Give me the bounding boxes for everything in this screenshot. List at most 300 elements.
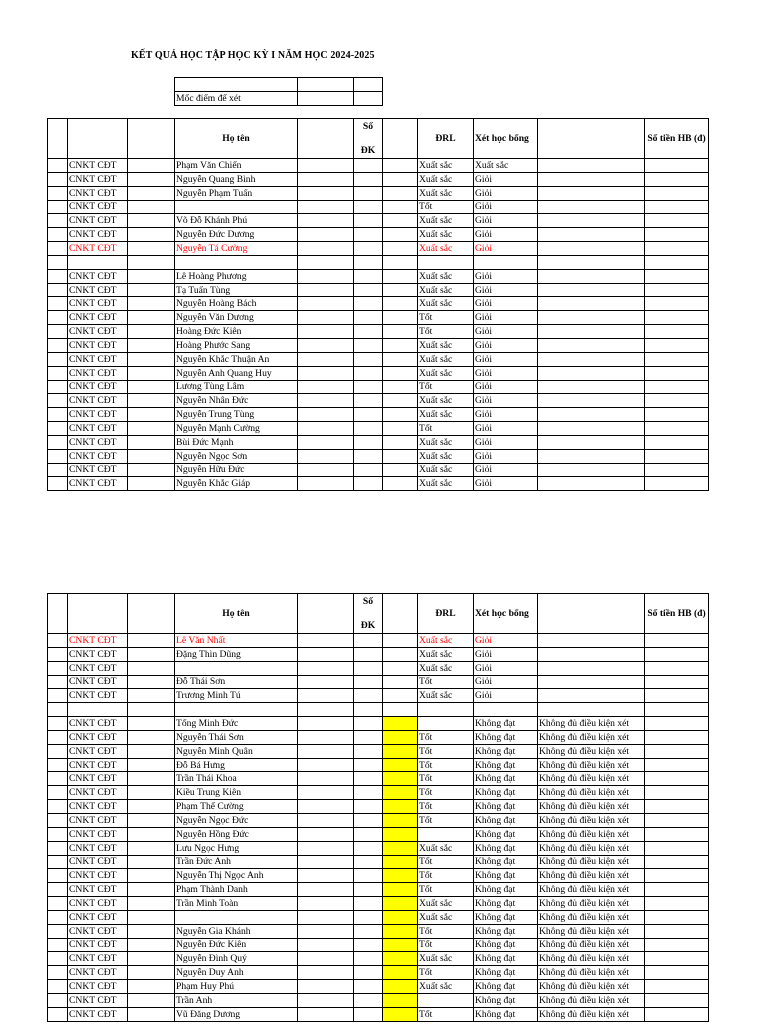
cell-ghi-chu xyxy=(538,242,645,256)
cell-ho-ten: Trương Minh Tú xyxy=(175,689,298,703)
cell-ghi-chu: Không đủ điều kiện xét xyxy=(538,883,645,897)
cell-blank xyxy=(128,910,175,924)
cell-so-tien-hb xyxy=(645,717,709,731)
cell-so-dk xyxy=(354,924,383,938)
cell-so-dk xyxy=(354,463,383,477)
cell-ghi-chu xyxy=(538,689,645,703)
cell-drl: Xuất sắc xyxy=(418,352,474,366)
cell-blank xyxy=(298,325,354,339)
cell-ho-ten: Nguyễn Hữu Đức xyxy=(175,463,298,477)
cell-blank xyxy=(128,717,175,731)
cell-blank xyxy=(128,228,175,242)
cell-xet-hoc-bong: Giỏi xyxy=(474,297,538,311)
cell-ho-ten: Hoàng Phước Sang xyxy=(175,338,298,352)
cell-highlight xyxy=(383,938,418,952)
cell-khoa: CNKT CĐT xyxy=(68,352,128,366)
cell-khoa: CNKT CĐT xyxy=(68,827,128,841)
cell-ho-ten: Tạ Tuấn Tùng xyxy=(175,283,298,297)
cell-blank xyxy=(298,938,354,952)
cell-so-dk xyxy=(354,744,383,758)
cell-drl: Tốt xyxy=(418,200,474,214)
cell-blank xyxy=(128,159,175,173)
cell-blank xyxy=(48,772,68,786)
table-row xyxy=(48,717,709,731)
cell-so-dk xyxy=(354,634,383,648)
cell-drl: Tốt xyxy=(418,800,474,814)
cell-blank xyxy=(128,938,175,952)
cell-khoa: CNKT CĐT xyxy=(68,730,128,744)
header-cell xyxy=(538,594,645,634)
cell-blank xyxy=(128,827,175,841)
cell-khoa: CNKT CĐT xyxy=(68,993,128,1007)
cell-xet-hoc-bong: Giỏi xyxy=(474,647,538,661)
cell-ho-ten: Nguyễn Trung Tùng xyxy=(175,408,298,422)
cell-ghi-chu xyxy=(538,366,645,380)
cell-blank xyxy=(128,297,175,311)
cell-blank xyxy=(128,689,175,703)
cell-ghi-chu xyxy=(538,634,645,648)
cell-highlight xyxy=(383,1007,418,1021)
cell-khoa: CNKT CĐT xyxy=(68,283,128,297)
table-row xyxy=(48,380,709,394)
cell-drl: Tốt xyxy=(418,772,474,786)
cell-highlight xyxy=(383,675,418,689)
cell-drl: Tốt xyxy=(418,869,474,883)
cell-khoa: CNKT CĐT xyxy=(68,938,128,952)
cell-blank xyxy=(298,242,354,256)
table-row xyxy=(48,449,709,463)
reference-label: Mốc điểm để xét xyxy=(175,92,298,106)
cell-ghi-chu: Không đủ điều kiện xét xyxy=(538,855,645,869)
cell-drl: Tốt xyxy=(418,786,474,800)
cell-xet-hoc-bong: Không đạt xyxy=(474,744,538,758)
cell-drl: Tốt xyxy=(418,730,474,744)
table-row xyxy=(48,910,709,924)
cell-drl: Xuất sắc xyxy=(418,647,474,661)
cell-ho-ten: Lê Hoàng Phương xyxy=(175,269,298,283)
cell-highlight xyxy=(383,159,418,173)
cell-so-dk xyxy=(354,159,383,173)
table-row xyxy=(48,952,709,966)
cell-so-tien-hb xyxy=(645,228,709,242)
cell-blank xyxy=(298,311,354,325)
cell-blank xyxy=(298,675,354,689)
cell-khoa: CNKT CĐT xyxy=(68,477,128,491)
cell-highlight xyxy=(383,952,418,966)
header-cell xyxy=(68,119,128,159)
cell-khoa: CNKT CĐT xyxy=(68,228,128,242)
cell-ghi-chu xyxy=(538,186,645,200)
cell-khoa: CNKT CĐT xyxy=(68,242,128,256)
cell-so-dk xyxy=(354,855,383,869)
cell-so-dk xyxy=(354,800,383,814)
cell-blank xyxy=(128,422,175,436)
cell-blank xyxy=(48,717,68,731)
cell-blank xyxy=(298,422,354,436)
cell-ho-ten: Kiều Trung Kiên xyxy=(175,786,298,800)
cell-highlight xyxy=(383,841,418,855)
cell-blank xyxy=(128,338,175,352)
cell-xet-hoc-bong: Giỏi xyxy=(474,422,538,436)
table-row xyxy=(48,730,709,744)
cell-ghi-chu xyxy=(538,228,645,242)
cell-ghi-chu xyxy=(538,311,645,325)
cell-xet-hoc-bong: Không đạt xyxy=(474,924,538,938)
table-row xyxy=(48,980,709,994)
cell-ho-ten: Nguyễn Quang Bình xyxy=(175,172,298,186)
cell-so-tien-hb xyxy=(645,338,709,352)
cell-xet-hoc-bong: Không đạt xyxy=(474,910,538,924)
cell-highlight xyxy=(383,897,418,911)
cell-so-dk xyxy=(354,408,383,422)
cell-highlight xyxy=(383,325,418,339)
cell-drl xyxy=(418,255,474,269)
cell-so-dk xyxy=(354,172,383,186)
cell-ho-ten: Nguyễn Anh Quang Huy xyxy=(175,366,298,380)
cell-xet-hoc-bong: Không đạt xyxy=(474,869,538,883)
cell-so-dk xyxy=(354,717,383,731)
cell-so-tien-hb xyxy=(645,1007,709,1021)
cell-blank xyxy=(298,408,354,422)
cell-highlight xyxy=(383,827,418,841)
cell-drl: Xuất sắc xyxy=(418,186,474,200)
cell-ho-ten: Đỗ Thái Sơn xyxy=(175,675,298,689)
cell-blank xyxy=(298,966,354,980)
cell-highlight xyxy=(383,730,418,744)
cell-xet-hoc-bong: Xuất sắc xyxy=(474,159,538,173)
cell-blank xyxy=(128,758,175,772)
cell-blank xyxy=(48,744,68,758)
table-row xyxy=(48,813,709,827)
reference-cell xyxy=(175,78,298,92)
cell-blank xyxy=(298,869,354,883)
cell-blank xyxy=(298,283,354,297)
cell-khoa: CNKT CĐT xyxy=(68,966,128,980)
cell-so-tien-hb xyxy=(645,966,709,980)
cell-so-tien-hb xyxy=(645,647,709,661)
cell-blank xyxy=(48,910,68,924)
cell-ghi-chu xyxy=(538,463,645,477)
cell-highlight xyxy=(383,352,418,366)
header-drl: ĐRL xyxy=(418,119,474,159)
cell-ghi-chu xyxy=(538,675,645,689)
cell-drl: Tốt xyxy=(418,966,474,980)
cell-khoa: CNKT CĐT xyxy=(68,172,128,186)
cell-ho-ten: Trần Minh Toàn xyxy=(175,897,298,911)
cell-ghi-chu xyxy=(538,449,645,463)
cell-so-dk xyxy=(354,380,383,394)
cell-highlight xyxy=(383,813,418,827)
cell-highlight xyxy=(383,435,418,449)
cell-xet-hoc-bong: Giỏi xyxy=(474,394,538,408)
table-row xyxy=(48,200,709,214)
cell-drl: Xuất sắc xyxy=(418,228,474,242)
cell-so-tien-hb xyxy=(645,172,709,186)
header-cell xyxy=(48,119,68,159)
cell-drl: Xuất sắc xyxy=(418,477,474,491)
cell-ghi-chu xyxy=(538,283,645,297)
cell-khoa: CNKT CĐT xyxy=(68,435,128,449)
cell-drl: Xuất sắc xyxy=(418,242,474,256)
results-table-bottom-body xyxy=(48,594,709,1022)
cell-ghi-chu: Không đủ điều kiện xét xyxy=(538,841,645,855)
cell-xet-hoc-bong: Giỏi xyxy=(474,186,538,200)
cell-blank xyxy=(48,242,68,256)
cell-blank xyxy=(298,269,354,283)
cell-highlight xyxy=(383,463,418,477)
cell-khoa: CNKT CĐT xyxy=(68,800,128,814)
cell-ho-ten: Nguyễn Thị Ngọc Anh xyxy=(175,869,298,883)
cell-ho-ten: Bùi Đức Mạnh xyxy=(175,435,298,449)
cell-xet-hoc-bong: Giỏi xyxy=(474,477,538,491)
cell-so-tien-hb xyxy=(645,214,709,228)
reference-row xyxy=(175,78,383,92)
cell-blank xyxy=(48,228,68,242)
cell-ghi-chu: Không đủ điều kiện xét xyxy=(538,910,645,924)
cell-xet-hoc-bong: Không đạt xyxy=(474,841,538,855)
table-row xyxy=(48,394,709,408)
cell-so-tien-hb xyxy=(645,786,709,800)
cell-blank xyxy=(48,869,68,883)
cell-khoa: CNKT CĐT xyxy=(68,269,128,283)
cell-drl: Xuất sắc xyxy=(418,394,474,408)
cell-so-tien-hb xyxy=(645,800,709,814)
cell-so-tien-hb xyxy=(645,269,709,283)
cell-blank xyxy=(298,703,354,717)
cell-blank xyxy=(48,297,68,311)
header-row xyxy=(48,594,709,634)
cell-so-dk xyxy=(354,952,383,966)
cell-ho-ten: Nguyễn Đức Dương xyxy=(175,228,298,242)
cell-blank xyxy=(298,449,354,463)
cell-so-dk xyxy=(354,269,383,283)
cell-blank xyxy=(128,269,175,283)
header-so-dk-line1: Số xyxy=(362,596,374,607)
cell-blank xyxy=(298,910,354,924)
table-row xyxy=(48,408,709,422)
cell-highlight xyxy=(383,269,418,283)
cell-blank xyxy=(48,477,68,491)
table-row xyxy=(48,647,709,661)
header-so-dk xyxy=(354,594,383,634)
cell-blank xyxy=(298,200,354,214)
cell-ho-ten xyxy=(175,703,298,717)
cell-ho-ten: Nguyễn Ngọc Đức xyxy=(175,813,298,827)
cell-highlight xyxy=(383,980,418,994)
cell-blank xyxy=(298,647,354,661)
cell-so-tien-hb xyxy=(645,883,709,897)
table-row xyxy=(48,311,709,325)
cell-blank xyxy=(128,352,175,366)
table-row xyxy=(48,634,709,648)
cell-highlight xyxy=(383,422,418,436)
cell-xet-hoc-bong xyxy=(474,703,538,717)
cell-ho-ten: Phạm Thế Cường xyxy=(175,800,298,814)
cell-drl: Xuất sắc xyxy=(418,689,474,703)
table-row xyxy=(48,338,709,352)
cell-blank xyxy=(298,297,354,311)
cell-khoa: CNKT CĐT xyxy=(68,924,128,938)
cell-so-dk xyxy=(354,813,383,827)
cell-drl: Xuất sắc xyxy=(418,214,474,228)
cell-highlight xyxy=(383,283,418,297)
cell-khoa: CNKT CĐT xyxy=(68,449,128,463)
cell-blank xyxy=(48,269,68,283)
cell-khoa: CNKT CĐT xyxy=(68,841,128,855)
reference-cell xyxy=(354,92,383,106)
cell-ho-ten: Trần Anh xyxy=(175,993,298,1007)
cell-blank xyxy=(298,1007,354,1021)
cell-blank xyxy=(48,200,68,214)
cell-so-tien-hb xyxy=(645,869,709,883)
cell-ghi-chu: Không đủ điều kiện xét xyxy=(538,1007,645,1021)
cell-blank xyxy=(298,366,354,380)
cell-ghi-chu: Không đủ điều kiện xét xyxy=(538,952,645,966)
cell-khoa: CNKT CĐT xyxy=(68,813,128,827)
cell-so-dk xyxy=(354,827,383,841)
cell-so-tien-hb xyxy=(645,242,709,256)
cell-blank xyxy=(48,422,68,436)
cell-xet-hoc-bong: Giỏi xyxy=(474,661,538,675)
cell-blank xyxy=(298,758,354,772)
cell-ghi-chu: Không đủ điều kiện xét xyxy=(538,924,645,938)
cell-blank xyxy=(48,730,68,744)
cell-xet-hoc-bong: Giỏi xyxy=(474,200,538,214)
cell-khoa: CNKT CĐT xyxy=(68,910,128,924)
cell-so-dk xyxy=(354,325,383,339)
cell-xet-hoc-bong: Giỏi xyxy=(474,269,538,283)
cell-so-dk xyxy=(354,422,383,436)
cell-ghi-chu: Không đủ điều kiện xét xyxy=(538,980,645,994)
cell-ho-ten: Lê Văn Nhất xyxy=(175,634,298,648)
cell-ho-ten: Nguyễn Khắc Giáp xyxy=(175,477,298,491)
cell-so-tien-hb xyxy=(645,325,709,339)
cell-blank xyxy=(128,311,175,325)
header-so-dk-line2: ĐK xyxy=(360,145,376,156)
cell-so-dk xyxy=(354,297,383,311)
cell-blank xyxy=(298,661,354,675)
cell-ho-ten: Phạm Văn Chiến xyxy=(175,159,298,173)
header-cell xyxy=(128,119,175,159)
cell-blank xyxy=(48,661,68,675)
cell-drl: Xuất sắc xyxy=(418,283,474,297)
header-so-dk-line2: ĐK xyxy=(360,620,376,631)
header-drl: ĐRL xyxy=(418,594,474,634)
cell-so-dk xyxy=(354,255,383,269)
cell-drl xyxy=(418,703,474,717)
cell-drl: Tốt xyxy=(418,883,474,897)
reference-cell xyxy=(298,92,354,106)
cell-khoa: CNKT CĐT xyxy=(68,952,128,966)
table-row xyxy=(48,283,709,297)
cell-highlight xyxy=(383,883,418,897)
header-xet-hoc-bong: Xét học bổng xyxy=(474,594,538,634)
cell-xet-hoc-bong: Không đạt xyxy=(474,1007,538,1021)
cell-khoa: CNKT CĐT xyxy=(68,186,128,200)
cell-blank xyxy=(128,186,175,200)
cell-blank xyxy=(128,883,175,897)
cell-so-dk xyxy=(354,242,383,256)
cell-blank xyxy=(298,924,354,938)
cell-drl: Xuất sắc xyxy=(418,897,474,911)
cell-so-dk xyxy=(354,214,383,228)
cell-so-tien-hb xyxy=(645,159,709,173)
cell-xet-hoc-bong: Giỏi xyxy=(474,325,538,339)
cell-highlight xyxy=(383,910,418,924)
cell-blank xyxy=(48,435,68,449)
header-so-dk xyxy=(354,119,383,159)
cell-so-dk xyxy=(354,938,383,952)
table-row xyxy=(48,1007,709,1021)
cell-blank xyxy=(48,311,68,325)
cell-ghi-chu: Không đủ điều kiện xét xyxy=(538,717,645,731)
cell-blank xyxy=(48,980,68,994)
cell-blank xyxy=(48,634,68,648)
cell-highlight xyxy=(383,172,418,186)
cell-blank xyxy=(298,883,354,897)
cell-so-tien-hb xyxy=(645,772,709,786)
header-cell xyxy=(128,594,175,634)
cell-khoa: CNKT CĐT xyxy=(68,463,128,477)
cell-so-tien-hb xyxy=(645,827,709,841)
cell-ho-ten: Phạm Huy Phú xyxy=(175,980,298,994)
cell-ghi-chu: Không đủ điều kiện xét xyxy=(538,869,645,883)
cell-ghi-chu xyxy=(538,269,645,283)
cell-so-dk xyxy=(354,647,383,661)
cell-blank xyxy=(48,449,68,463)
cell-so-dk xyxy=(354,435,383,449)
cell-ghi-chu xyxy=(538,159,645,173)
cell-drl: Xuất sắc xyxy=(418,297,474,311)
cell-xet-hoc-bong: Không đạt xyxy=(474,717,538,731)
cell-xet-hoc-bong: Không đạt xyxy=(474,952,538,966)
cell-khoa: CNKT CĐT xyxy=(68,380,128,394)
cell-ho-ten: Hoàng Đức Kiên xyxy=(175,325,298,339)
table-row xyxy=(48,325,709,339)
cell-highlight xyxy=(383,214,418,228)
cell-xet-hoc-bong: Giỏi xyxy=(474,380,538,394)
cell-drl: Tốt xyxy=(418,380,474,394)
cell-blank xyxy=(298,214,354,228)
cell-ho-ten: Nguyễn Thái Sơn xyxy=(175,730,298,744)
cell-blank xyxy=(48,325,68,339)
cell-blank xyxy=(48,463,68,477)
cell-highlight xyxy=(383,703,418,717)
cell-blank xyxy=(48,813,68,827)
cell-drl: Tốt xyxy=(418,744,474,758)
cell-blank xyxy=(128,980,175,994)
cell-ho-ten: Nguyễn Ngọc Sơn xyxy=(175,449,298,463)
cell-ho-ten: Nguyễn Duy Anh xyxy=(175,966,298,980)
table-row xyxy=(48,786,709,800)
cell-blank xyxy=(298,255,354,269)
cell-highlight xyxy=(383,311,418,325)
cell-so-dk xyxy=(354,200,383,214)
cell-ghi-chu: Không đủ điều kiện xét xyxy=(538,993,645,1007)
table-row xyxy=(48,214,709,228)
cell-ho-ten: Đỗ Bá Hưng xyxy=(175,758,298,772)
cell-blank xyxy=(48,841,68,855)
cell-drl: Xuất sắc xyxy=(418,366,474,380)
cell-ghi-chu: Không đủ điều kiện xét xyxy=(538,744,645,758)
cell-so-dk xyxy=(354,366,383,380)
cell-so-tien-hb xyxy=(645,255,709,269)
cell-blank xyxy=(128,675,175,689)
cell-khoa: CNKT CĐT xyxy=(68,675,128,689)
cell-drl xyxy=(418,993,474,1007)
header-cell xyxy=(298,594,354,634)
cell-drl: Xuất sắc xyxy=(418,172,474,186)
